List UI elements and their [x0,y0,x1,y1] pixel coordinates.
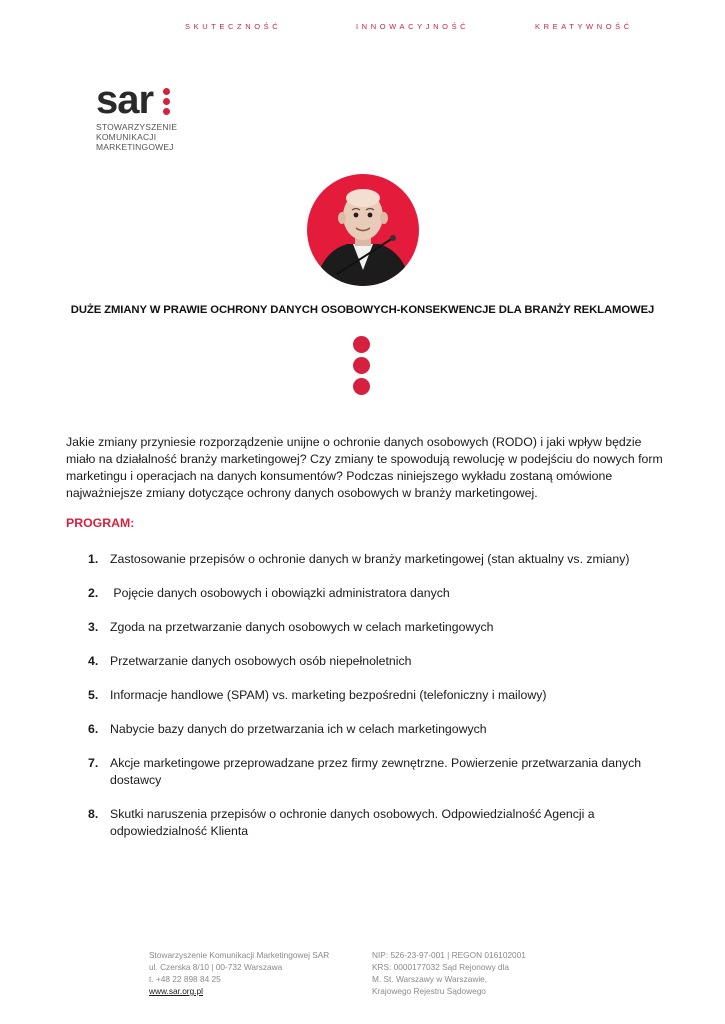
footer-line: KRS: 0000177032 Sąd Rejonowy dla [372,962,509,972]
list-item-text: Zgoda na przetwarzanie danych osobowych w celach marketingowych [110,620,494,634]
list-item [88,721,648,738]
list-item-number: 4. [88,654,99,668]
tagline-kreatywnosc: KREATYWNOŚĆ [535,22,633,31]
footer-registry [372,949,526,997]
list-item-text: Informacje handlowe (SPAM) vs. marketing bezpośredni (telefoniczny i mailowy) [110,688,547,702]
list-item-text: Pojęcie danych osobowych i obowiązki administratora danych [110,586,450,600]
logo-mark [96,78,177,122]
list-item-number: 2. [88,586,99,600]
logo-subtitle-line: STOWARZYSZENIE [96,122,178,132]
list-item-number: 5. [88,688,99,702]
footer-line: M. St. Warszawy w Warszawie, [372,974,488,984]
program-heading: PROGRAM: [66,516,135,530]
list-item-text: Zastosowanie przepisów o ochronie danych w branży marketingowej (stan aktualny vs. zmiany) [110,552,630,566]
page-title: DUŻE ZMIANY W PRAWIE OCHRONY DANYCH OSOBOWYCH-KONSEKWENCJE DLA BRANŻY REKLAMOWEJ [70,304,655,316]
list-item [88,806,648,840]
speaker-portrait-illustration [307,174,419,286]
footer-line: Stowarzyszenie Komunikacji Marketingowej SAR [149,950,330,960]
sar-logo [96,78,178,152]
logo-subtitle [96,122,177,152]
list-item-text: Skutki naruszenia przepisów o ochronie danych osobowych. Odpowiedzialność Agencji a odpowiedzialność Klienta [110,807,595,838]
footer-line: NIP: 526-23-97-001 | REGON 016102001 [372,950,526,960]
footer-line: t. +48 22 898 84 25 [149,974,221,984]
website-link[interactable]: www.sar.org.pl [149,986,203,996]
list-item-text: Nabycie bazy danych do przetwarzania ich w celach marketingowych [110,722,487,736]
list-item-text: Przetwarzanie danych osobowych osób niepełnoletnich [110,654,412,668]
list-item [88,653,648,670]
list-item-number: 3. [88,620,99,634]
tagline-innowacyjnosc: INNOWACYJNOŚĆ [356,22,470,31]
tagline-skutecznosc: SKUTECZNOŚĆ [185,22,282,31]
list-item-number: 7. [88,756,99,770]
logo-dots-icon [163,88,171,118]
list-item-text: Akcje marketingowe przeprowadzane przez firmy zewnętrzne. Powierzenie przetwarzania danych dostawcy [110,756,642,787]
logo-subtitle-line: KOMUNIKACJI [96,132,157,142]
list-item [88,619,648,636]
logo-subtitle-line: MARKETINGOWEJ [96,142,174,152]
list-item [88,687,648,704]
intro-paragraph: Jakie zmiany przyniesie rozporządzenie unijne o ochronie danych osobowych (RODO) i jaki wpływ będzie miało na działalność branży marketingowej? Czy zmiany te spowodują rewolucję w podejściu do nowych form marketingu i operacjach na danych konsumentów? Podczas niniejszego wykładu zostaną omówione najważniejsze zmiany dotyczące ochrony danych osobowych w branży marketingowej. [66,435,663,500]
list-item-number: 1. [88,552,99,566]
footer-contact [149,949,329,997]
list-item [88,551,648,568]
logo-wordmark: sar [96,78,154,122]
divider-dots-icon [353,336,371,399]
footer-line: Krajowego Rejestru Sądowego [372,986,486,996]
list-item [88,585,648,602]
list-item-number: 6. [88,722,99,736]
list-item-number: 8. [88,807,99,821]
footer-line: ul. Czerska 8/10 | 00-732 Warszawa [149,962,283,972]
speaker-portrait [307,174,419,286]
program-list [88,551,648,857]
list-item [88,755,648,789]
